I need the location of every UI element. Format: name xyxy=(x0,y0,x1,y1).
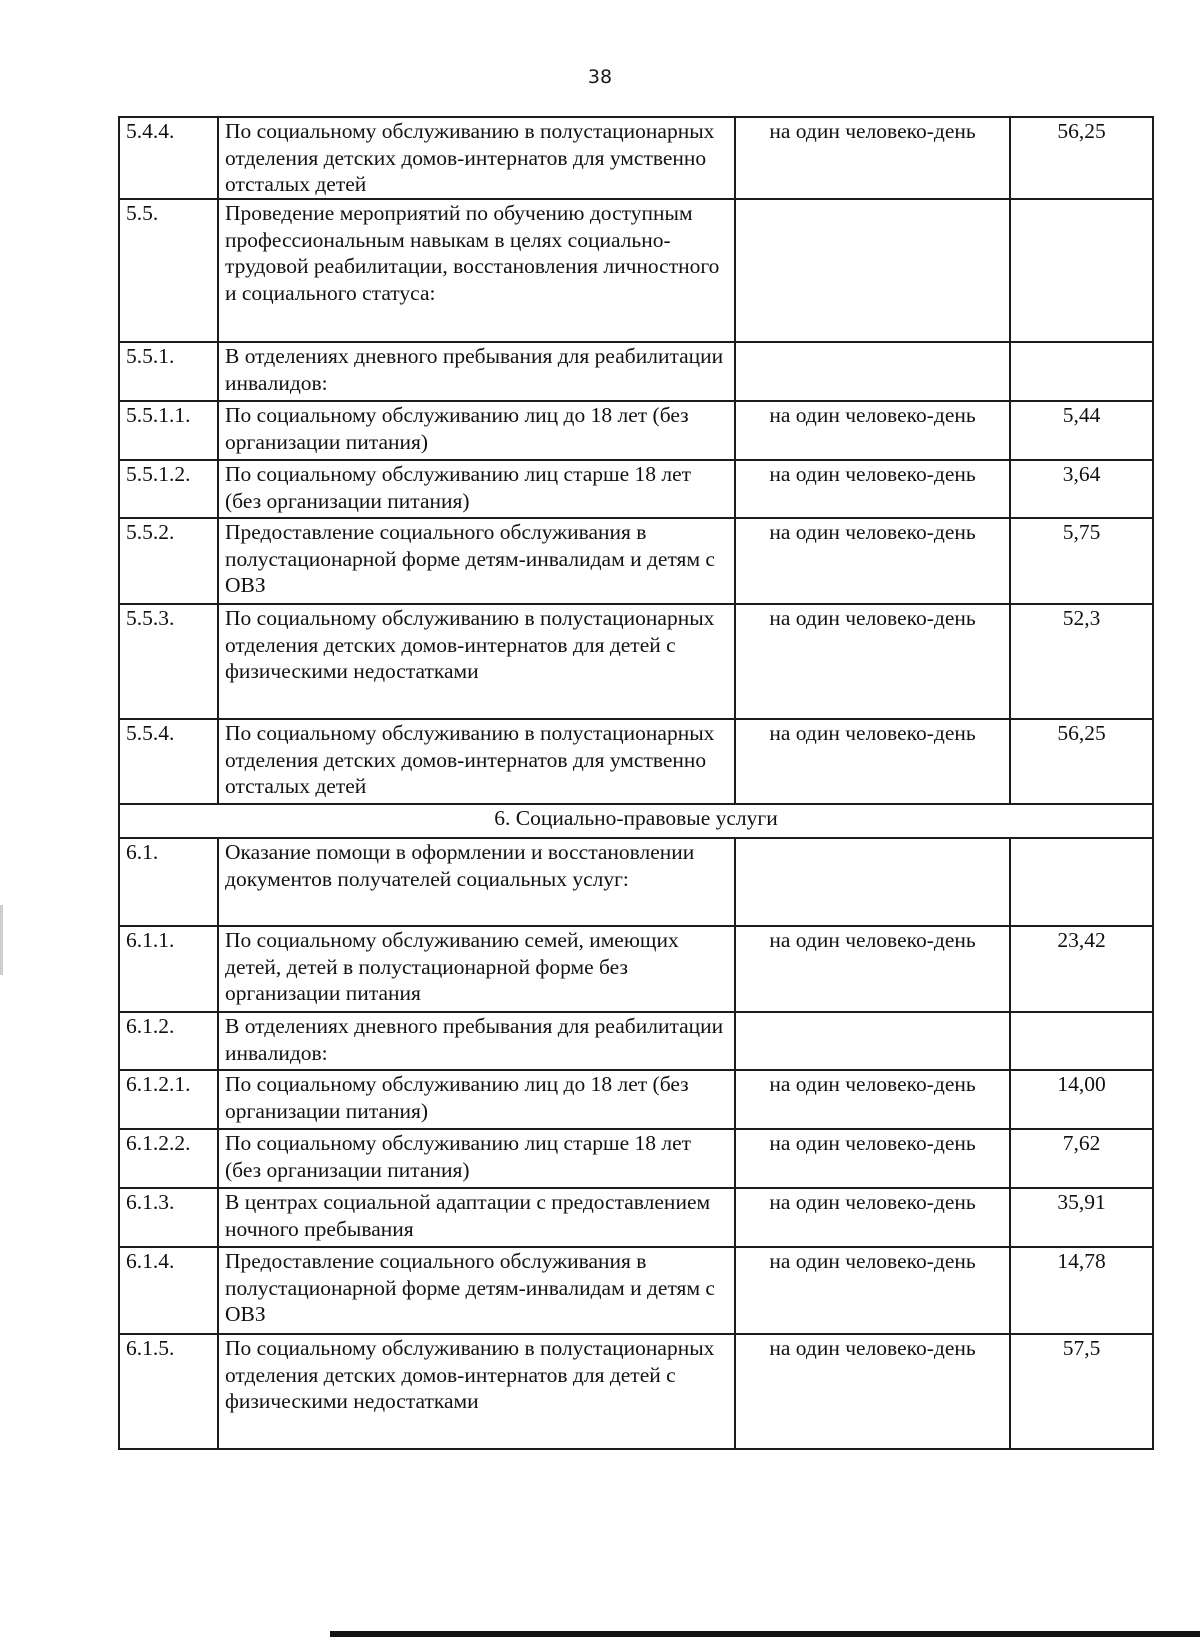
table-row xyxy=(119,117,1153,199)
unit-cell xyxy=(735,1012,1010,1070)
tariff-value-cell: 57,5 xyxy=(1010,1334,1153,1449)
table-row xyxy=(119,1129,1153,1188)
table-row xyxy=(119,518,1153,604)
unit-cell: на один человеко-день xyxy=(735,1334,1010,1449)
table-row xyxy=(119,342,1153,401)
unit-cell xyxy=(735,342,1010,401)
service-name-cell: По социальному обслуживанию в полустационарных отделения детских домов-интернатов для умственно отсталых детей xyxy=(218,117,735,199)
unit-cell: на один человеко-день xyxy=(735,719,1010,804)
service-name-cell: По социальному обслуживанию лиц старше 18 лет (без организации питания) xyxy=(218,1129,735,1188)
scan-edge-mark xyxy=(0,905,3,975)
tariff-value-cell xyxy=(1010,199,1153,342)
unit-cell xyxy=(735,199,1010,342)
tariff-value-cell: 35,91 xyxy=(1010,1188,1153,1247)
table-row xyxy=(119,401,1153,460)
tariff-value-cell xyxy=(1010,838,1153,926)
table-row xyxy=(119,1247,1153,1334)
service-name-cell: В отделениях дневного пребывания для реабилитации инвалидов: xyxy=(218,342,735,401)
scan-bottom-edge xyxy=(330,1631,1200,1637)
unit-cell: на один человеко-день xyxy=(735,1070,1010,1129)
page-number: 38 xyxy=(587,66,613,88)
row-number-cell: 5.5.1.1. xyxy=(119,401,218,460)
tariff-value-cell: 5,44 xyxy=(1010,401,1153,460)
table-row xyxy=(119,460,1153,518)
section-row xyxy=(119,804,1153,838)
unit-cell xyxy=(735,838,1010,926)
service-name-cell: В отделениях дневного пребывания для реабилитации инвалидов: xyxy=(218,1012,735,1070)
tariff-value-cell xyxy=(1010,342,1153,401)
row-number-cell: 5.5.3. xyxy=(119,604,218,719)
row-number-cell: 6.1.4. xyxy=(119,1247,218,1334)
unit-cell: на один человеко-день xyxy=(735,460,1010,518)
tariff-table xyxy=(118,116,1154,1450)
service-name-cell: Оказание помощи в оформлении и восстановлении документов получателей социальных услуг: xyxy=(218,838,735,926)
service-name-cell: По социальному обслуживанию в полустационарных отделения детских домов-интернатов для умственно отсталых детей xyxy=(218,719,735,804)
unit-cell: на один человеко-день xyxy=(735,1129,1010,1188)
tariff-value-cell: 14,78 xyxy=(1010,1247,1153,1334)
unit-cell: на один человеко-день xyxy=(735,604,1010,719)
row-number-cell: 6.1.3. xyxy=(119,1188,218,1247)
service-name-cell: По социальному обслуживанию лиц старше 18 лет (без организации питания) xyxy=(218,460,735,518)
service-name-cell: Предоставление социального обслуживания в полустационарной форме детям-инвалидам и детям с ОВЗ xyxy=(218,1247,735,1334)
unit-cell: на один человеко-день xyxy=(735,117,1010,199)
row-number-cell: 5.5.1.2. xyxy=(119,460,218,518)
unit-cell: на один человеко-день xyxy=(735,1247,1010,1334)
row-number-cell: 5.4.4. xyxy=(119,117,218,199)
tariff-value-cell: 7,62 xyxy=(1010,1129,1153,1188)
service-name-cell: Проведение мероприятий по обучению доступным профессиональным навыкам в целях социально-трудовой реабилитации, восстановления личностного и социального статуса: xyxy=(218,199,735,342)
row-number-cell: 6.1.1. xyxy=(119,926,218,1012)
tariff-value-cell: 56,25 xyxy=(1010,719,1153,804)
row-number-cell: 5.5.4. xyxy=(119,719,218,804)
table-row xyxy=(119,1334,1153,1449)
service-name-cell: Предоставление социального обслуживания в полустационарной форме детям-инвалидам и детям с ОВЗ xyxy=(218,518,735,604)
unit-cell: на один человеко-день xyxy=(735,518,1010,604)
tariff-value-cell: 23,42 xyxy=(1010,926,1153,1012)
tariff-value-cell: 3,64 xyxy=(1010,460,1153,518)
service-name-cell: По социальному обслуживанию лиц до 18 лет (без организации питания) xyxy=(218,1070,735,1129)
service-name-cell: По социальному обслуживанию в полустационарных отделения детских домов-интернатов для детей с физическими недостатками xyxy=(218,604,735,719)
table-row xyxy=(119,926,1153,1012)
unit-cell: на один человеко-день xyxy=(735,401,1010,460)
row-number-cell: 6.1.2. xyxy=(119,1012,218,1070)
row-number-cell: 5.5.2. xyxy=(119,518,218,604)
row-number-cell: 6.1.2.1. xyxy=(119,1070,218,1129)
table-row xyxy=(119,1012,1153,1070)
table-row xyxy=(119,838,1153,926)
row-number-cell: 5.5. xyxy=(119,199,218,342)
tariff-value-cell: 56,25 xyxy=(1010,117,1153,199)
service-name-cell: По социальному обслуживанию семей, имеющих детей, детей в полустационарной форме без организации питания xyxy=(218,926,735,1012)
section-title: 6. Социально-правовые услуги xyxy=(119,804,1153,838)
service-name-cell: По социальному обслуживанию в полустационарных отделения детских домов-интернатов для детей с физическими недостатками xyxy=(218,1334,735,1449)
table-row xyxy=(119,1070,1153,1129)
table-row xyxy=(119,719,1153,804)
table-row xyxy=(119,604,1153,719)
service-name-cell: По социальному обслуживанию лиц до 18 лет (без организации питания) xyxy=(218,401,735,460)
row-number-cell: 6.1.5. xyxy=(119,1334,218,1449)
tariff-value-cell xyxy=(1010,1012,1153,1070)
unit-cell: на один человеко-день xyxy=(735,1188,1010,1247)
table-row xyxy=(119,199,1153,342)
tariff-value-cell: 5,75 xyxy=(1010,518,1153,604)
tariff-value-cell: 52,3 xyxy=(1010,604,1153,719)
row-number-cell: 5.5.1. xyxy=(119,342,218,401)
tariff-value-cell: 14,00 xyxy=(1010,1070,1153,1129)
row-number-cell: 6.1.2.2. xyxy=(119,1129,218,1188)
service-name-cell: В центрах социальной адаптации с предоставлением ночного пребывания xyxy=(218,1188,735,1247)
tariff-table-body xyxy=(119,117,1153,1449)
row-number-cell: 6.1. xyxy=(119,838,218,926)
table-row xyxy=(119,1188,1153,1247)
unit-cell: на один человеко-день xyxy=(735,926,1010,1012)
